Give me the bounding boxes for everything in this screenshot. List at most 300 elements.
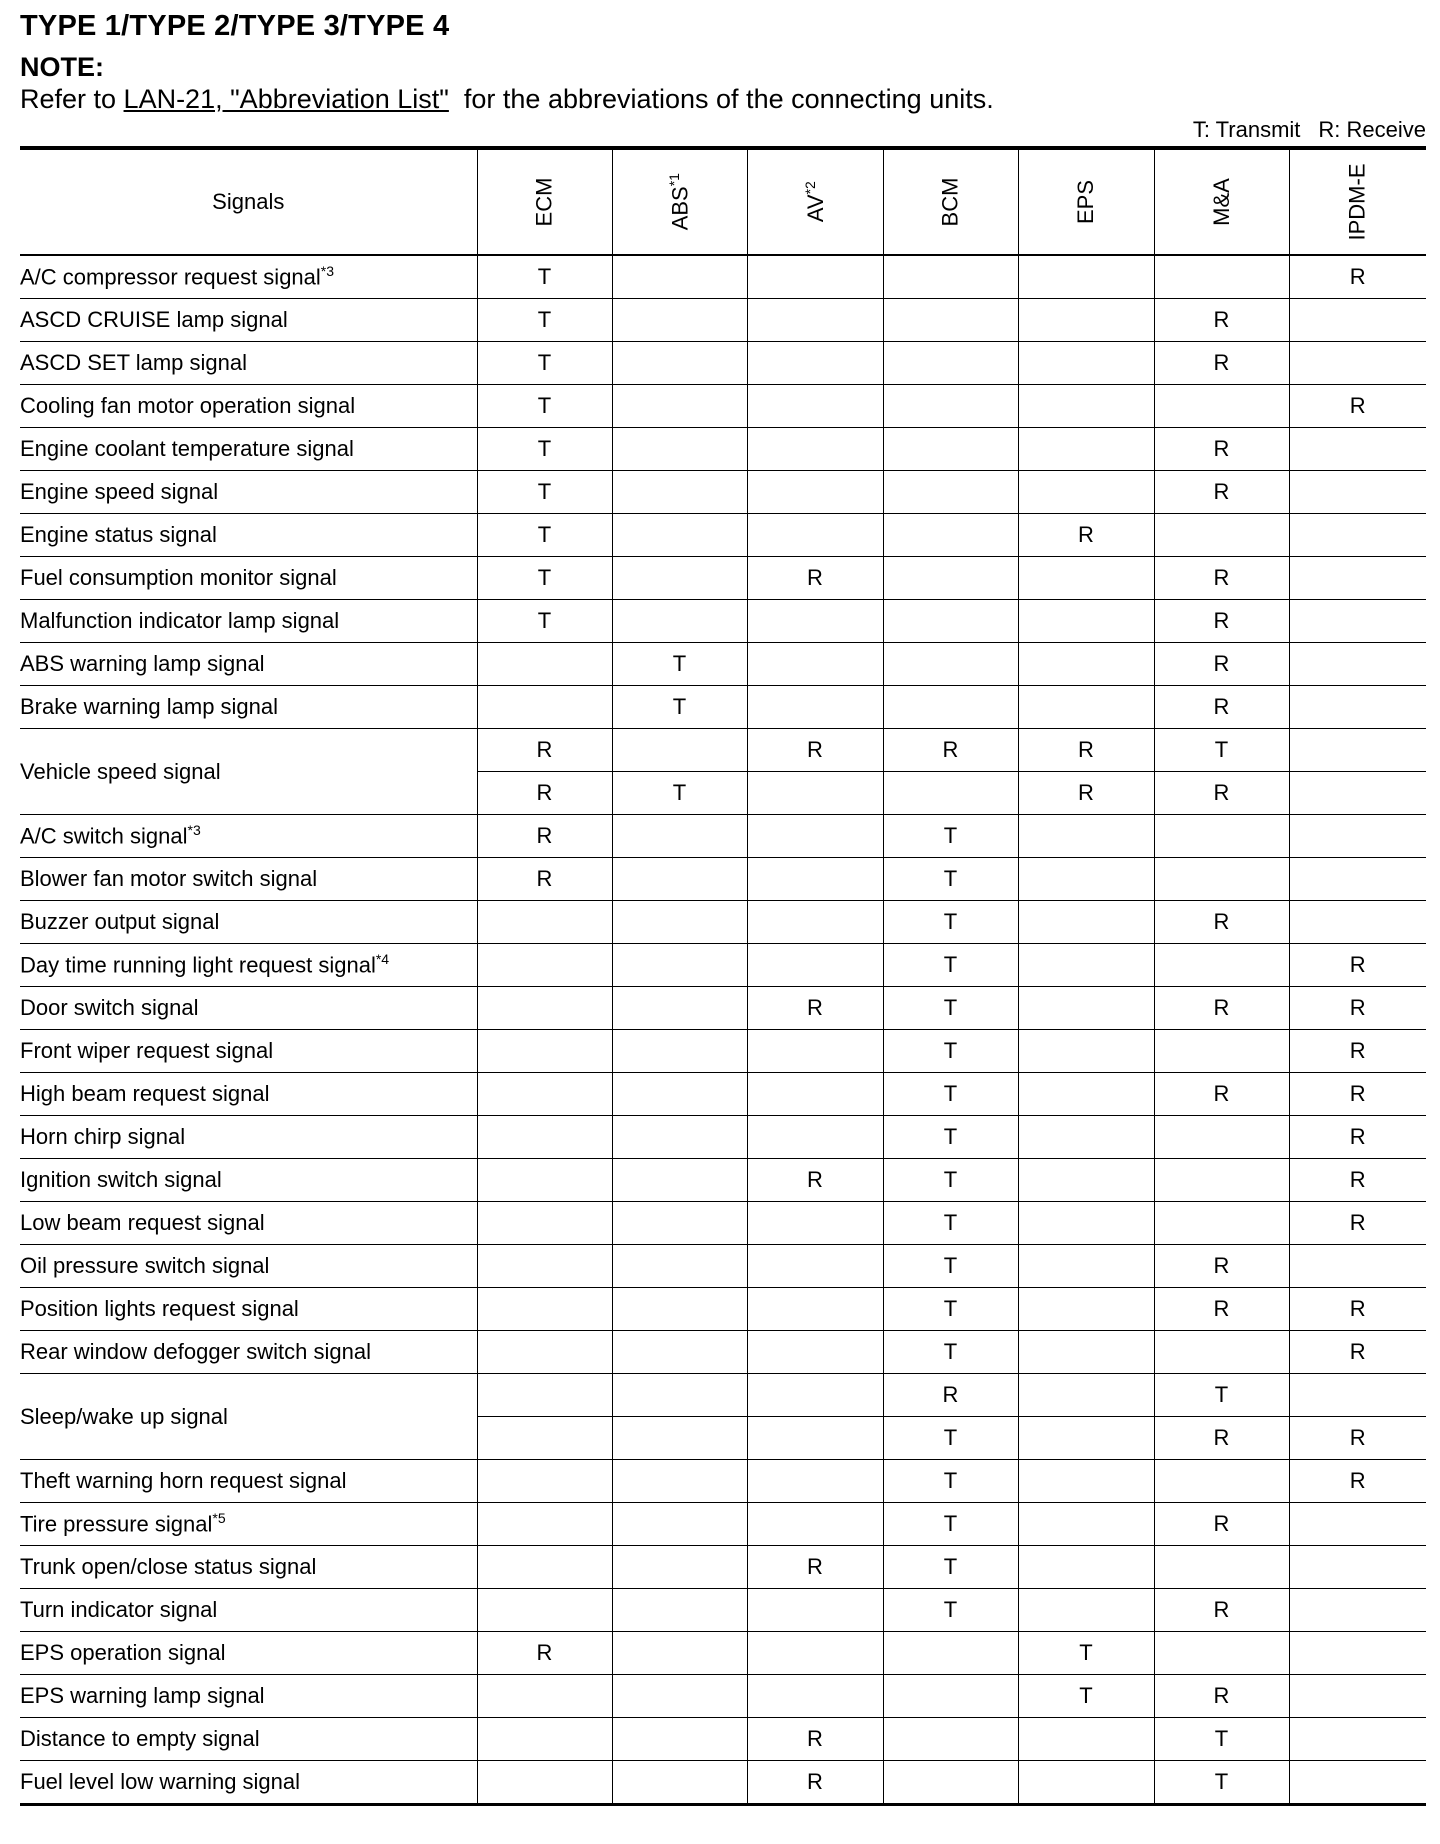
signal-direction-cell [612, 1417, 747, 1460]
signal-direction-cell: R [1154, 1589, 1289, 1632]
signal-direction-cell: T [1018, 1632, 1154, 1675]
signal-direction-cell [1289, 1675, 1426, 1718]
signal-name-cell [20, 342, 477, 385]
signal-direction-cell: R [1154, 901, 1289, 944]
signal-direction-cell [477, 1374, 612, 1417]
table-row [20, 514, 1426, 557]
signal-direction-cell [747, 514, 883, 557]
signal-direction-cell [1018, 1073, 1154, 1116]
page-title: TYPE 1/TYPE 2/TYPE 3/TYPE 4 [20, 10, 450, 42]
signal-direction-cell [612, 299, 747, 342]
signal-direction-cell [612, 600, 747, 643]
signal-direction-cell [883, 471, 1018, 514]
signal-direction-cell: R [477, 815, 612, 858]
signal-direction-cell: T [883, 1546, 1018, 1589]
table-row [20, 385, 1426, 428]
signal-direction-cell [1018, 1245, 1154, 1288]
signal-direction-cell [612, 1073, 747, 1116]
signal-direction-cell [477, 686, 612, 729]
signal-direction-cell [1154, 1030, 1289, 1073]
signal-direction-cell: R [1154, 428, 1289, 471]
signal-direction-cell [612, 1331, 747, 1374]
signal-direction-cell [612, 901, 747, 944]
signal-direction-cell [883, 428, 1018, 471]
signal-direction-cell [1018, 428, 1154, 471]
signal-direction-cell [477, 1460, 612, 1503]
signal-direction-cell: R [1289, 1073, 1426, 1116]
signal-direction-cell [1018, 1417, 1154, 1460]
signal-direction-cell [1018, 1030, 1154, 1073]
signal-direction-cell: R [1154, 471, 1289, 514]
signal-name: Theft warning horn request signal [20, 1468, 347, 1493]
signal-direction-cell [1018, 815, 1154, 858]
signal-name: Distance to empty signal [20, 1726, 260, 1751]
signal-name: Malfunction indicator lamp signal [20, 608, 340, 633]
unit-label [937, 178, 963, 227]
signal-direction-cell [747, 1202, 883, 1245]
signal-direction-cell [612, 385, 747, 428]
signal-direction-cell [612, 1288, 747, 1331]
signal-direction-cell [747, 1116, 883, 1159]
signal-direction-cell [747, 471, 883, 514]
signal-direction-cell: R [1154, 1073, 1289, 1116]
signal-direction-cell: R [1154, 1245, 1289, 1288]
signal-direction-cell [1154, 944, 1289, 987]
signal-direction-cell: T [883, 1159, 1018, 1202]
unit-column-header [612, 148, 747, 255]
signal-direction-cell [1154, 1202, 1289, 1245]
signal-direction-cell [883, 1632, 1018, 1675]
table-row [20, 428, 1426, 471]
signal-name: Horn chirp signal [20, 1124, 186, 1149]
signal-direction-cell [477, 1546, 612, 1589]
signal-direction-cell [1154, 1159, 1289, 1202]
signal-direction-cell [883, 385, 1018, 428]
signal-direction-cell: T [477, 557, 612, 600]
signal-direction-cell [612, 1202, 747, 1245]
signal-direction-cell [477, 1073, 612, 1116]
signal-name-cell [20, 1073, 477, 1116]
signal-direction-cell: T [477, 600, 612, 643]
signal-table [20, 146, 1426, 1806]
unit-label [1209, 178, 1235, 226]
signal-direction-cell: T [477, 255, 612, 299]
legend [1193, 117, 1426, 143]
signal-direction-cell: T [883, 1288, 1018, 1331]
signal-direction-cell [477, 944, 612, 987]
signal-direction-cell [1018, 686, 1154, 729]
signal-direction-cell [747, 299, 883, 342]
signal-name: Trunk open/close status signal [20, 1554, 317, 1579]
unit-column-header [1154, 148, 1289, 255]
signal-direction-cell: R [1154, 1675, 1289, 1718]
unit-name: IPDM-E [1344, 163, 1370, 241]
signal-direction-cell [477, 1331, 612, 1374]
note-label: NOTE: [20, 52, 104, 82]
signal-direction-cell [612, 1632, 747, 1675]
signal-direction-cell [477, 1116, 612, 1159]
signal-direction-cell [1289, 815, 1426, 858]
signal-direction-cell [477, 1718, 612, 1761]
signal-name: Door switch signal [20, 995, 199, 1020]
signal-direction-cell: R [747, 1546, 883, 1589]
signal-name: Brake warning lamp signal [20, 694, 279, 719]
signal-direction-cell [612, 514, 747, 557]
signal-direction-cell: R [883, 1374, 1018, 1417]
signal-direction-cell [883, 1761, 1018, 1805]
note-suffix: for the abbreviations of the connecting units. [448, 84, 994, 114]
signal-direction-cell [747, 1503, 883, 1546]
signal-footnote: *3 [187, 822, 201, 839]
signal-direction-cell [1289, 643, 1426, 686]
signal-direction-cell [1289, 342, 1426, 385]
signal-direction-cell: T [1154, 1374, 1289, 1417]
signal-direction-cell [1018, 1589, 1154, 1632]
table-row [20, 1202, 1426, 1245]
signal-name-cell [20, 1503, 477, 1546]
signal-direction-cell: R [1154, 299, 1289, 342]
signal-direction-cell [1018, 901, 1154, 944]
signal-direction-cell: R [747, 1159, 883, 1202]
note-prefix: Refer to [20, 84, 124, 114]
signal-direction-cell: T [1154, 1718, 1289, 1761]
signal-direction-cell [1154, 385, 1289, 428]
unit-name: ABS [667, 186, 693, 231]
signal-direction-cell: R [747, 1718, 883, 1761]
table-row [20, 815, 1426, 858]
unit-name: BCM [937, 177, 963, 227]
signal-direction-cell: R [1154, 987, 1289, 1030]
signal-direction-cell: R [1289, 1417, 1426, 1460]
signal-name-cell [20, 1374, 477, 1460]
signal-direction-cell: R [1154, 686, 1289, 729]
note-text [20, 84, 994, 115]
table-row [20, 1761, 1426, 1805]
unit-column-header [747, 148, 883, 255]
signal-direction-cell [883, 255, 1018, 299]
signal-direction-cell: R [1289, 1331, 1426, 1374]
signal-direction-cell [883, 643, 1018, 686]
signal-direction-cell [1018, 1718, 1154, 1761]
table-row [20, 643, 1426, 686]
signal-direction-cell [612, 255, 747, 299]
signal-direction-cell [1289, 299, 1426, 342]
signal-direction-cell: R [1018, 772, 1154, 815]
signal-direction-cell [612, 944, 747, 987]
signal-direction-cell [747, 643, 883, 686]
signal-direction-cell [477, 901, 612, 944]
table-row [20, 1460, 1426, 1503]
table-row [20, 471, 1426, 514]
signal-direction-cell [883, 772, 1018, 815]
table-row [20, 1589, 1426, 1632]
signal-name-cell [20, 471, 477, 514]
signal-direction-cell [1289, 901, 1426, 944]
signal-direction-cell [477, 1202, 612, 1245]
signal-direction-cell: T [883, 987, 1018, 1030]
signal-direction-cell [1018, 1288, 1154, 1331]
signal-direction-cell: R [1289, 1030, 1426, 1073]
signal-direction-cell: T [883, 1030, 1018, 1073]
signal-name: High beam request signal [20, 1081, 270, 1106]
signal-name-cell [20, 1159, 477, 1202]
signal-name-cell [20, 729, 477, 815]
signal-name-cell [20, 1245, 477, 1288]
signal-direction-cell: T [883, 1073, 1018, 1116]
signal-direction-cell [747, 1073, 883, 1116]
signal-direction-cell [477, 643, 612, 686]
signal-direction-cell [1018, 1546, 1154, 1589]
signal-direction-cell [747, 815, 883, 858]
signal-direction-cell [883, 299, 1018, 342]
unit-column-header [1289, 148, 1426, 255]
signal-direction-cell: R [747, 729, 883, 772]
signal-direction-cell: T [477, 299, 612, 342]
signal-direction-cell [612, 815, 747, 858]
signal-direction-cell [1018, 299, 1154, 342]
signal-direction-cell [1154, 1331, 1289, 1374]
signal-direction-cell [612, 1589, 747, 1632]
unit-label [1073, 180, 1099, 224]
abbreviation-list-link[interactable]: LAN-21, "Abbreviation List" [123, 84, 449, 114]
signal-direction-cell: T [883, 1245, 1018, 1288]
signal-direction-cell: R [477, 729, 612, 772]
signal-direction-cell: T [1154, 1761, 1289, 1805]
signal-direction-cell [747, 255, 883, 299]
signal-direction-cell [1018, 1331, 1154, 1374]
signal-direction-cell [1289, 514, 1426, 557]
signal-direction-cell [1154, 255, 1289, 299]
signal-name: EPS warning lamp signal [20, 1683, 265, 1708]
signal-direction-cell [612, 987, 747, 1030]
legend-receive: R: Receive [1318, 117, 1426, 142]
signal-direction-cell: R [1289, 385, 1426, 428]
table-row [20, 557, 1426, 600]
signal-name: Sleep/wake up signal [20, 1403, 228, 1429]
signal-direction-cell [477, 1030, 612, 1073]
signal-name: Tire pressure signal [20, 1511, 213, 1537]
signal-direction-cell: T [477, 342, 612, 385]
signal-name-cell [20, 1761, 477, 1805]
table-row [20, 1073, 1426, 1116]
unit-column-header [1018, 148, 1154, 255]
table-row [20, 1718, 1426, 1761]
signal-direction-cell: T [612, 686, 747, 729]
signal-direction-cell: R [477, 772, 612, 815]
table-row [20, 600, 1426, 643]
signal-direction-cell [747, 1460, 883, 1503]
signal-name-cell [20, 385, 477, 428]
signal-direction-cell: R [1154, 1417, 1289, 1460]
signal-direction-cell [477, 1675, 612, 1718]
signal-direction-cell [1018, 858, 1154, 901]
signal-direction-cell: T [883, 1460, 1018, 1503]
signal-name: Buzzer output signal [20, 909, 220, 934]
signal-direction-cell: T [883, 1116, 1018, 1159]
signal-direction-cell [612, 1116, 747, 1159]
signal-direction-cell: R [1289, 987, 1426, 1030]
signal-direction-cell [477, 1245, 612, 1288]
signal-direction-cell [1154, 1116, 1289, 1159]
signal-direction-cell [1018, 987, 1154, 1030]
signal-name-cell [20, 1632, 477, 1675]
signal-direction-cell: T [612, 772, 747, 815]
unit-label [531, 178, 557, 227]
signal-footnote: *3 [320, 263, 335, 280]
signal-direction-cell [747, 1589, 883, 1632]
signal-direction-cell: R [1154, 1503, 1289, 1546]
signal-direction-cell [1289, 858, 1426, 901]
signal-direction-cell [747, 385, 883, 428]
signal-direction-cell [883, 514, 1018, 557]
signal-direction-cell [612, 858, 747, 901]
table-header-row [20, 148, 1426, 255]
signal-direction-cell: T [612, 643, 747, 686]
signal-direction-cell [1018, 944, 1154, 987]
signal-direction-cell: T [883, 901, 1018, 944]
signal-direction-cell [1018, 643, 1154, 686]
signal-direction-cell [1018, 471, 1154, 514]
signal-name: Position lights request signal [20, 1296, 299, 1321]
signal-direction-cell: T [477, 471, 612, 514]
signal-direction-cell [477, 1761, 612, 1805]
signal-direction-cell [612, 1546, 747, 1589]
signal-direction-cell: T [883, 1417, 1018, 1460]
signal-direction-cell [1289, 1589, 1426, 1632]
table-row [20, 1546, 1426, 1589]
signal-direction-cell [747, 600, 883, 643]
unit-label [801, 182, 828, 223]
signal-direction-cell [1289, 729, 1426, 772]
signal-direction-cell [1289, 686, 1426, 729]
signal-direction-cell [1289, 1374, 1426, 1417]
signal-direction-cell [612, 1761, 747, 1805]
signal-direction-cell: R [1289, 1159, 1426, 1202]
signal-direction-cell [747, 342, 883, 385]
signal-name-cell [20, 255, 477, 299]
signal-direction-cell [747, 772, 883, 815]
unit-name: M&A [1208, 178, 1234, 226]
table-row [20, 1374, 1426, 1417]
table-body [20, 255, 1426, 1805]
table-row [20, 1331, 1426, 1374]
signal-direction-cell [747, 1030, 883, 1073]
signal-name: A/C compressor request signal [20, 264, 321, 290]
table-row [20, 1245, 1426, 1288]
unit-label [1345, 164, 1371, 241]
signal-direction-cell [1289, 772, 1426, 815]
signal-direction-cell: R [1154, 600, 1289, 643]
table-row [20, 1675, 1426, 1718]
signal-name: Ignition switch signal [20, 1167, 222, 1192]
signal-name-cell [20, 643, 477, 686]
unit-name: ECM [531, 177, 557, 227]
signal-direction-cell: R [1289, 944, 1426, 987]
signal-direction-cell [1289, 1503, 1426, 1546]
signal-direction-cell [747, 944, 883, 987]
signal-direction-cell [612, 428, 747, 471]
signal-direction-cell [747, 1245, 883, 1288]
signal-direction-cell: R [747, 557, 883, 600]
signal-name: Low beam request signal [20, 1210, 265, 1235]
signal-name-cell [20, 1718, 477, 1761]
unit-column-header [477, 148, 612, 255]
signal-name-cell [20, 600, 477, 643]
signal-direction-cell [747, 1417, 883, 1460]
signal-direction-cell [612, 1718, 747, 1761]
signal-direction-cell: T [883, 1202, 1018, 1245]
signal-direction-cell: R [747, 987, 883, 1030]
signal-direction-cell [1018, 1460, 1154, 1503]
table-row [20, 1503, 1426, 1546]
signal-name-cell [20, 1675, 477, 1718]
signal-direction-cell: T [883, 1589, 1018, 1632]
legend-transmit: T: Transmit [1192, 117, 1301, 142]
signal-direction-cell: R [1289, 255, 1426, 299]
table-row [20, 729, 1426, 772]
table-row [20, 944, 1426, 987]
signal-direction-cell [747, 1675, 883, 1718]
signal-direction-cell [612, 557, 747, 600]
signal-direction-cell [477, 1159, 612, 1202]
signal-name-cell [20, 514, 477, 557]
signal-direction-cell [1289, 1632, 1426, 1675]
signal-name: Turn indicator signal [20, 1597, 218, 1622]
signal-direction-cell: R [1018, 729, 1154, 772]
signal-direction-cell: R [1154, 772, 1289, 815]
signal-direction-cell [1289, 1546, 1426, 1589]
signal-name: Vehicle speed signal [20, 758, 221, 784]
signal-name: ASCD SET lamp signal [20, 350, 248, 375]
signal-direction-cell [1289, 428, 1426, 471]
signals-column-header: Signals [20, 148, 477, 255]
unit-name: AV [802, 194, 828, 223]
signal-direction-cell [883, 557, 1018, 600]
signal-name-cell [20, 686, 477, 729]
signal-name-cell [20, 1116, 477, 1159]
table-row [20, 299, 1426, 342]
signal-direction-cell [747, 1632, 883, 1675]
signal-direction-cell [1018, 1761, 1154, 1805]
signal-name-cell [20, 901, 477, 944]
signal-name: Fuel level low warning signal [20, 1769, 301, 1794]
signal-direction-cell [612, 729, 747, 772]
unit-name: EPS [1073, 179, 1098, 225]
signal-direction-cell [1289, 600, 1426, 643]
signal-direction-cell [1018, 1159, 1154, 1202]
signal-direction-cell [1154, 1546, 1289, 1589]
signal-direction-cell [1154, 1632, 1289, 1675]
signal-direction-cell [747, 1374, 883, 1417]
signal-name-cell [20, 557, 477, 600]
signal-name-cell [20, 815, 477, 858]
signal-direction-cell [1154, 514, 1289, 557]
table-row [20, 342, 1426, 385]
signal-direction-cell: R [747, 1761, 883, 1805]
signal-direction-cell: T [883, 944, 1018, 987]
signal-name-cell [20, 1331, 477, 1374]
signal-direction-cell [1018, 1116, 1154, 1159]
table-row [20, 858, 1426, 901]
signal-direction-cell: T [883, 1331, 1018, 1374]
signal-direction-cell [1154, 1460, 1289, 1503]
signal-direction-cell [612, 1460, 747, 1503]
signal-direction-cell: T [883, 858, 1018, 901]
signal-name: Engine speed signal [20, 479, 219, 504]
signal-name-cell [20, 1202, 477, 1245]
signal-direction-cell [477, 1589, 612, 1632]
signal-direction-cell [747, 686, 883, 729]
